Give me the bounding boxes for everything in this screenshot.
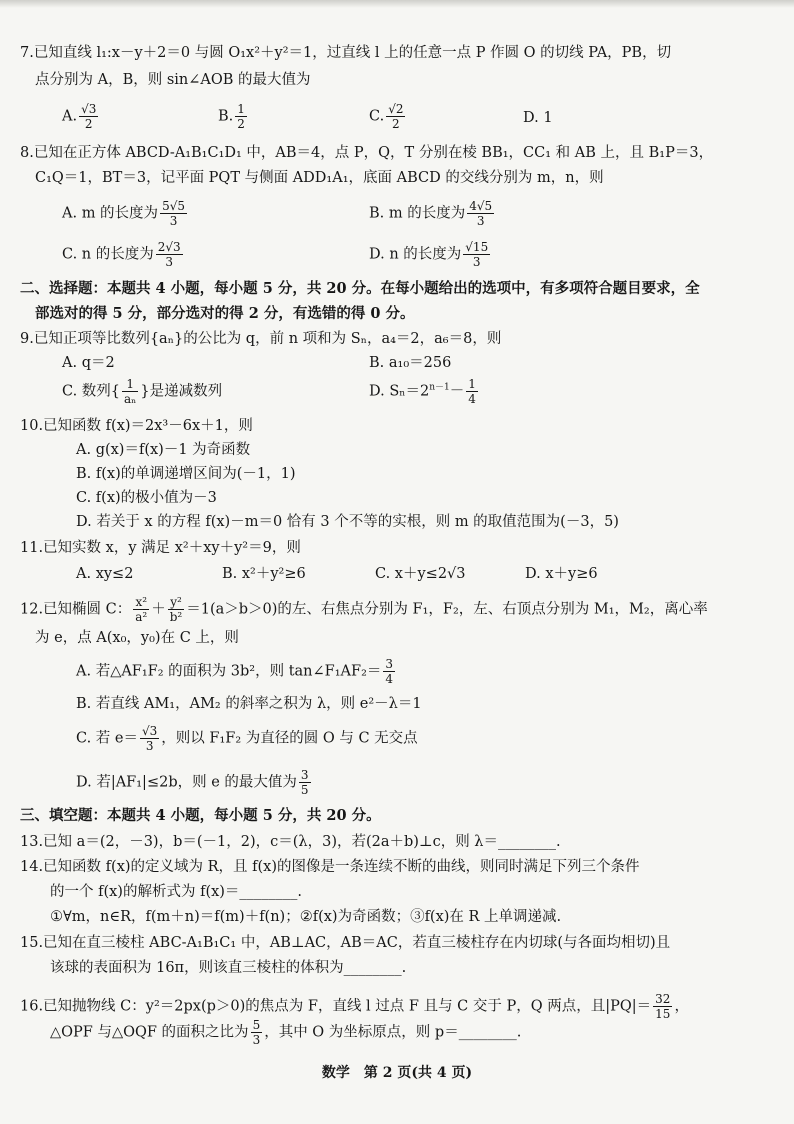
q9-option-b: B. a₁₀＝256 bbox=[369, 355, 452, 371]
q8-option-c: C. n 的长度为 $\frac{2√3}{3}$ bbox=[62, 240, 181, 269]
q15-line2: 该球的表面积为 16π，则该直三棱柱的体积为________. bbox=[50, 960, 407, 976]
q11-stem: 11.已知实数 x，y 满足 x²＋xy＋y²＝9，则 bbox=[20, 540, 301, 556]
q9-stem: 9.已知正项等比数列{aₙ}的公比为 q，前 n 项和为 Sₙ，a₄＝2，a₆＝8，则 bbox=[20, 331, 502, 347]
q10-stem: 10.已知函数 f(x)＝2x³－6x＋1，则 bbox=[20, 418, 253, 434]
q12-option-a: A. 若△AF₁F₂ 的面积为 3b²，则 tan∠F₁AF₂＝ $\frac{3}{4}$ bbox=[76, 657, 394, 686]
q7-option-d: D. 1 bbox=[523, 110, 553, 126]
q11-option-d: D. x＋y≥6 bbox=[525, 566, 598, 582]
section3-heading: 三、填空题：本题共 4 小题，每小题 5 分，共 20 分。 bbox=[20, 807, 381, 824]
q7-option-a: A. $\frac{√3}{2}$ bbox=[62, 102, 97, 131]
q9-option-c: C. 数列{ $\frac{1}{\text{aₙ}}$ }是递减数列 bbox=[62, 377, 223, 406]
q14-conditions: ①∀m，n∈R，f(m＋n)＝f(m)＋f(n)；②f(x)为奇函数；③f(x)在 R 上单调递减. bbox=[50, 909, 562, 925]
q8-option-b: B. m 的长度为 $\frac{4√5}{3}$ bbox=[369, 199, 493, 228]
q10-option-d: D. 若关于 x 的方程 f(x)－m＝0 恰有 3 个不等的实根，则 m 的取值范围为(－3，5) bbox=[76, 514, 619, 530]
page-footer: 数学 第 2 页(共 4 页) bbox=[321, 1065, 473, 1081]
q11-option-c: C. x＋y≤2√3 bbox=[375, 566, 466, 582]
q16-line2: △OPF 与△OQF 的面积之比为 $\frac{5}{3}$ ，其中 O 为坐标原点，则 p＝________. bbox=[50, 1018, 522, 1047]
q14-line1: 14.已知函数 f(x)的定义域为 R，且 f(x)的图像是一条连续不断的曲线，则同时满足下列三个条件 bbox=[20, 859, 640, 875]
q11-option-b: B. x²＋y²≥6 bbox=[222, 566, 306, 582]
section2-heading-line1: 二、选择题：本题共 4 小题，每小题 5 分，共 20 分。在每小题给出的选项中，有多项符合题目要求，全 bbox=[20, 280, 700, 297]
q8-option-d: D. n 的长度为 $\frac{√15}{3}$ bbox=[369, 240, 489, 269]
q12-stem-line2: 为 e，点 A(x₀，y₀)在 C 上，则 bbox=[35, 630, 239, 646]
q8-stem-line2: C₁Q＝1，BT＝3，记平面 PQT 与侧面 ADD₁A₁，底面 ABCD 的交线分别为 m，n，则 bbox=[35, 170, 604, 186]
q9-option-d: D. $S_n=2^{n-1}-$ $\frac{1}{4}$ bbox=[369, 377, 476, 406]
q12-option-c: C. 若 e＝ $\frac{√3}{3}$ ，则以 F₁F₂ 为直径的圆 O 与 C 无交点 bbox=[76, 724, 418, 753]
q12-option-b: B. 若直线 AM₁，AM₂ 的斜率之积为 λ，则 e²－λ＝1 bbox=[76, 696, 422, 712]
q7-option-b: B. $\frac{1}{2}$ bbox=[218, 102, 245, 131]
q7-stem-line1: 7.已知直线 l₁:x－y＋2＝0 与圆 O₁x²＋y²＝1，过直线 l 上的任意一点 P 作圆 O 的切线 PA，PB，切 bbox=[20, 45, 672, 61]
q7-option-c: C. $\frac{√2}{2}$ bbox=[369, 102, 404, 131]
q9-option-a: A. q＝2 bbox=[62, 355, 115, 371]
q7-stem-line2: 点分别为 A，B，则 sin∠AOB 的最大值为 bbox=[35, 72, 311, 88]
q10-option-c: C. f(x)的极小值为－3 bbox=[76, 490, 217, 506]
q12-option-d: D. 若|AF₁|≤2b，则 e 的最大值为 $\frac{3}{5}$ bbox=[76, 768, 309, 797]
q15-line1: 15.已知在直三棱柱 ABC-A₁B₁C₁ 中，AB⊥AC，AB＝AC，若直三棱柱存在内切球(与各面均相切)且 bbox=[20, 935, 671, 951]
q13-text: 13.已知 a＝(2，－3)，b＝(－1，2)，c＝(λ，3)，若(2a＋b)⊥c，则 λ＝________. bbox=[20, 834, 561, 850]
q12-stem-line1: 12.已知椭圆 C： $\frac{\text{x²}}{\text{a²}}$ ＋ $\frac{\text{y²}}{\text{b²}}$ ＝1(a＞b＞0)的左、右焦点分别为 F₁，F₂，左、右顶点分别为 M₁，M₂，离心率 bbox=[20, 595, 708, 624]
q10-option-b: B. f(x)的单调递增区间为(－1，1) bbox=[76, 466, 296, 482]
section2-heading-line2: 部选对的得 5 分，部分选对的得 2 分，有选错的得 0 分。 bbox=[35, 305, 415, 322]
q16-line1: 16.已知抛物线 C：y²＝2px(p＞0)的焦点为 F，直线 l 过点 F 且与 C 交于 P，Q 两点，且|PQ|＝ $\frac{32}{15}$ ， bbox=[20, 992, 689, 1021]
q11-option-a: A. xy≤2 bbox=[76, 566, 134, 582]
scan-top-edge bbox=[0, 0, 794, 8]
q8-stem-line1: 8.已知在正方体 ABCD-A₁B₁C₁D₁ 中，AB＝4，点 P，Q，T 分别在棱 BB₁，CC₁ 和 AB 上，且 B₁P＝3， bbox=[20, 145, 714, 161]
q10-option-a: A. g(x)＝f(x)－1 为奇函数 bbox=[76, 442, 251, 458]
q14-line2: 的一个 f(x)的解析式为 f(x)＝________. bbox=[50, 884, 303, 900]
q8-option-a: A. m 的长度为 $\frac{5√5}{3}$ bbox=[62, 199, 185, 228]
